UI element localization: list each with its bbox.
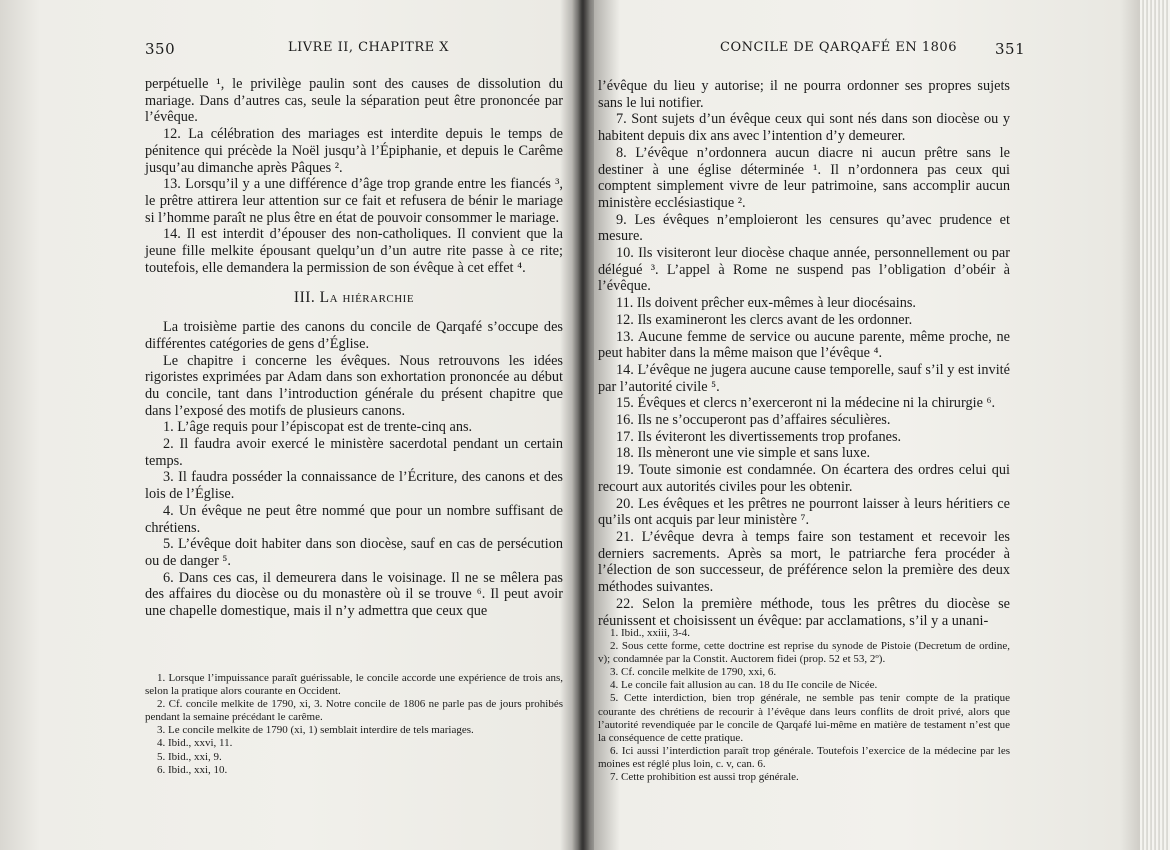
footnote: 1. Lorsque l’impuissance paraît guérissable, le concile accorde une expérience de trois ans, selon la pratique alors courante en Occident. (145, 672, 563, 698)
footnote: 7. Cette prohibition est aussi trop générale. (610, 771, 799, 784)
paragraph: Le chapitre i concerne les évêques. Nous retrouvons les idées rigoristes exprimées par Adam dans son exhortation prononcée au début du concile, tant dans l’introduction générale du présent chapitre que dans l’exposé des motifs de plusieurs canons. (145, 352, 563, 419)
left-body-text (145, 76, 563, 620)
paragraph: 21. L’évêque devra à temps faire son testament et recevoir les derniers sacrements. Après sa mort, le patriarche fera procéder à l’élection de son successeur, de préférence selon la première des deux méthodes suivantes. (598, 528, 1010, 596)
footnote: 2. Cf. concile melkite de 1790, xi, 3. Notre concile de 1806 ne parle pas de jours prohibés pendant la semaine précédant le carême. (145, 698, 563, 724)
page-number-right: 351 (995, 40, 1026, 58)
paragraph: 11. Ils doivent prêcher eux-mêmes à leur diocésains. (616, 295, 916, 312)
paragraph: l’évêque du lieu y autorise; il ne pourra ordonner ses propres sujets sans le lui notifier. (598, 78, 1010, 111)
page-number-left: 350 (145, 40, 176, 58)
footnote: 3. Cf. concile melkite de 1790, xxi, 6. (610, 666, 777, 679)
paragraph: 19. Toute simonie est condamnée. On écartera des ordres celui qui recourt aux autorités civiles pour les obtenir. (598, 462, 1010, 495)
paragraph: 2. Il faudra avoir exercé le ministère sacerdotal pendant un certain temps. (145, 436, 563, 469)
paragraph: 13. Aucune femme de service ou aucune parente, même proche, ne peut habiter dans la même maison que l’évêque ⁴. (598, 328, 1010, 362)
paragraph: 22. Selon la première méthode, tous les prêtres du diocèse se réunissent et choisissent un évêque: par acclamations, s’il y a unani- (598, 595, 1010, 629)
paragraph: 8. L’évêque n’ordonnera aucun diacre ni aucun prêtre sans le destiner à une église déterminée ¹. Il n’ordonnera pas ceux qui comptent simplement vivre de leur patrimoine, sans accomplir aucun ministère ecclésiastique ². (598, 144, 1010, 211)
footnote: 5. Ibid., xxi, 9. (157, 750, 222, 763)
footnote: 5. Cette interdiction, bien trop générale, ne semble pas tenir compte de la pratique courante des chrétiens de recourir à l’évêque dans leurs conflits de droit privé, alors que l’autorité revendiquée par le concile de Qarqafé lui-même en matière de testament n’est que la conséquence de cette pratique. (598, 692, 1010, 744)
page-fore-edge (1140, 0, 1170, 850)
paragraph: 3. Il faudra posséder la connaissance de l’Écriture, des canons et des lois de l’Église. (145, 469, 563, 503)
paragraph: 17. Ils éviteront les divertissements trop profanes. (616, 428, 902, 445)
paragraph: 7. Sont sujets d’un évêque ceux qui sont nés dans son diocèse ou y habitent depuis dix ans avec l’intention d’y demeurer. (598, 111, 1010, 145)
section-numeral: III. (293, 289, 316, 307)
section-title: La hiérarchie (319, 289, 415, 307)
paragraph: 13. Lorsqu’il y a une différence d’âge trop grande entre les fiancés ³, le prêtre attirera leur attention sur ce fait et refusera de bénir le mariage si l’homme paraît ne plus être en état de pouvoir consommer le mariage. (145, 176, 563, 226)
paragraph: La troisième partie des canons du concile de Qarqafé s’occupe des différentes catégories de gens d’Église. (145, 319, 563, 352)
section-heading (145, 290, 563, 307)
footnotes-right (598, 627, 1010, 784)
paragraph: 14. L’évêque ne jugera aucune cause temporelle, sauf s’il y est invité par l’autorité civile ⁵. (598, 361, 1010, 395)
footnote: 4. Ibid., xxvi, 11. (157, 737, 233, 750)
paragraph: 9. Les évêques n’emploieront les censures qu’avec prudence et mesure. (598, 211, 1010, 245)
running-head-left: LIVRE II, CHAPITRE X (288, 40, 449, 55)
footnote: 6. Ibid., xxi, 10. (157, 763, 228, 776)
left-page (0, 0, 575, 850)
paragraph: 14. Il est interdit d’épouser des non-catholiques. Il convient que la jeune fille melkite épousant quelqu’un d’un autre rite passe à ce rite; toutefois, elle demandera la permission de son évêque à cet effet ⁴. (145, 226, 563, 276)
paragraph: 12. Ils examineront les clercs avant de les ordonner. (616, 311, 913, 328)
paragraph: 10. Ils visiteront leur diocèse chaque année, personnellement ou par délégué ³. L’appel à Rome ne suspend pas l’obligation d’obéir à l’évêque. (598, 245, 1010, 295)
paragraph: 1. L’âge requis pour l’épiscopat est de trente-cinq ans. (163, 419, 473, 436)
footnote: 4. Le concile fait allusion au can. 18 du IIe concile de Nicée. (610, 679, 878, 692)
right-page (590, 0, 1135, 850)
footnote: 1. Ibid., xxiii, 3-4. (610, 627, 691, 639)
running-head-right: CONCILE DE QARQAFÉ EN 1806 (720, 40, 957, 55)
paragraph: 5. L’évêque doit habiter dans son diocèse, sauf en cas de persécution ou de danger ⁵. (145, 536, 563, 569)
footnote: 3. Le concile melkite de 1790 (xi, 1) semblait interdire de tels mariages. (157, 724, 474, 737)
footnotes-left (145, 672, 563, 777)
paragraph: perpétuelle ¹, le privilège paulin sont des causes de dissolution du mariage. Dans d’autres cas, seule la séparation peut être prononcée par l’évêque. (145, 76, 563, 126)
paragraph: 20. Les évêques et les prêtres ne pourront laisser à leurs héritiers ce qu’ils ont acquis par leur ministère ⁷. (598, 495, 1010, 529)
paragraph: 12. La célébration des mariages est interdite depuis le temps de pénitence qui précède la Noël jusqu’à l’Épiphanie, et depuis le Carême jusqu’au dimanche après Pâques ². (145, 126, 563, 176)
footnote: 2. Sous cette forme, cette doctrine est reprise du synode de Pistoie (Decretum de ordine, v); condamnée par la Constit. Auctorem fidei (prop. 52 et 53, 2º). (598, 640, 1010, 666)
right-body-text (598, 78, 1010, 629)
paragraph: 15. Évêques et clercs n’exerceront ni la médecine ni la chirurgie ⁶. (616, 395, 996, 412)
paragraph: 4. Un évêque ne peut être nommé que pour un nombre suffisant de chrétiens. (145, 502, 563, 536)
footnote: 6. Ici aussi l’interdiction paraît trop générale. Toutefois l’exercice de la médecine par les moines est réglé plus loin, c. v, can. 6. (598, 744, 1010, 770)
paragraph: 6. Dans ces cas, il demeurera dans le voisinage. Il ne se mêlera pas des affaires du diocèse ou du monastère où il se trouve ⁶. Il peut avoir une chapelle domestique, mais il n’y admettra que ceux que (145, 569, 563, 620)
paragraph: 16. Ils ne s’occuperont pas d’affaires séculières. (616, 412, 891, 429)
paragraph: 18. Ils mèneront une vie simple et sans luxe. (616, 445, 871, 462)
